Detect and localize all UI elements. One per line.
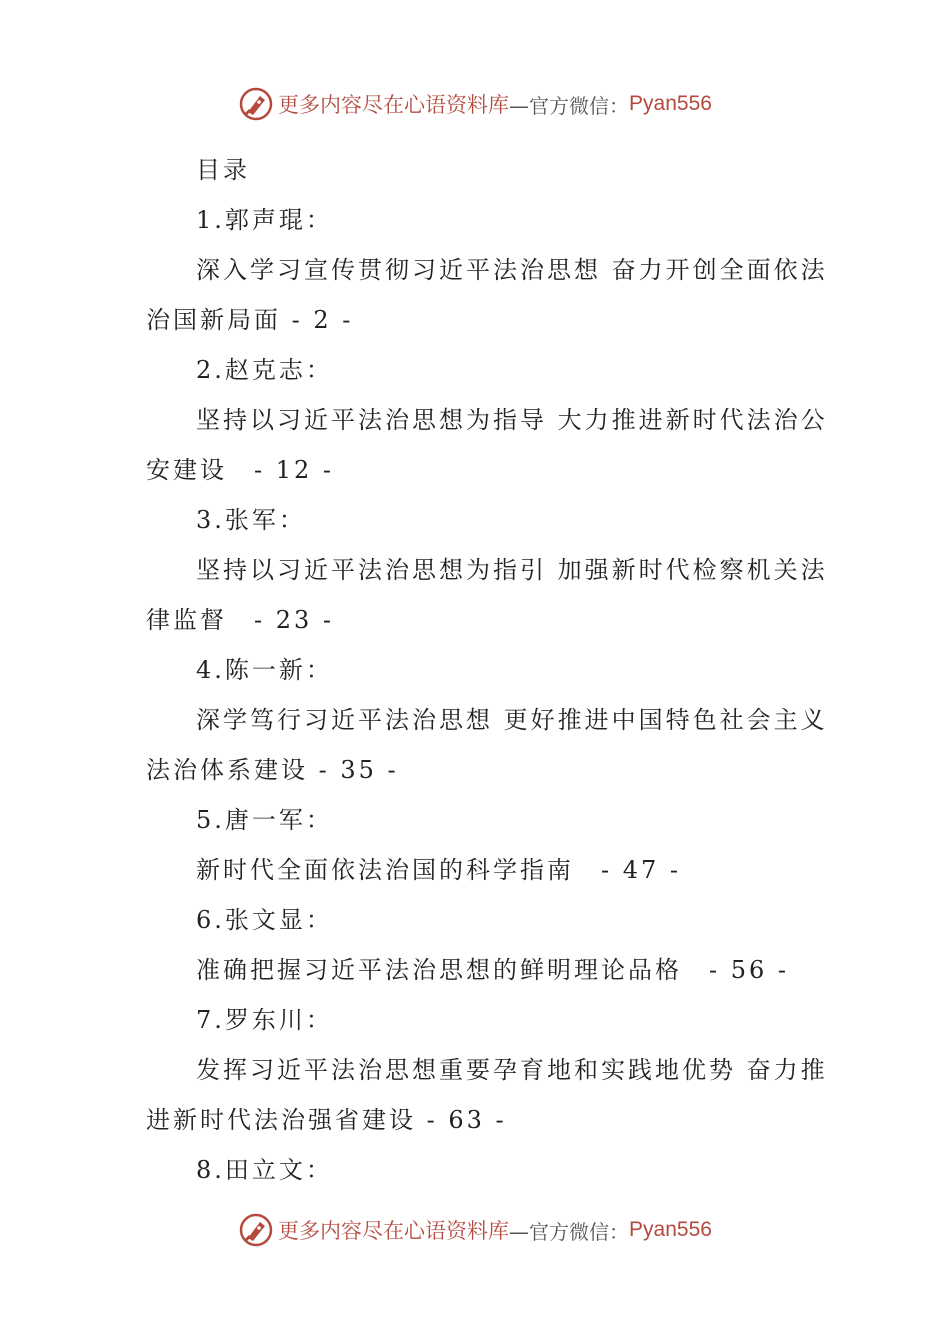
banner-wechat-id: Pyan556 — [629, 1218, 712, 1241]
toc-entry-title-cont: 进新时代法治强省建设 - 63 - — [146, 1106, 507, 1134]
banner-wechat-id: Pyan556 — [629, 92, 712, 115]
toc-entry-title: 坚持以习近平法治思想为指引 加强新时代检察机关法 — [196, 556, 828, 584]
toc-entry-title-cont: 律监督 - 23 - — [146, 606, 335, 634]
toc-entry-title-cont: 法治体系建设 - 35 - — [146, 756, 399, 784]
banner-text: 更多内容尽在心语资料库 — [278, 1219, 510, 1243]
toc-author: 7.罗东川： — [196, 1006, 333, 1034]
toc-title: 目录 — [196, 156, 250, 184]
toc-entry-title-cont: 治国新局面 - 2 - — [146, 306, 354, 334]
toc-author: 4.陈一新： — [196, 656, 333, 684]
banner-wechat-label: —官方微信： — [509, 1219, 630, 1244]
toc-author: 2.赵克志： — [196, 356, 333, 384]
toc-entry-title: 准确把握习近平法治思想的鲜明理论品格 - 56 - — [196, 956, 790, 984]
toc-entry-title: 坚持以习近平法治思想为指导 大力推进新时代法治公 — [196, 406, 828, 434]
banner-wechat-label: —官方微信： — [509, 93, 630, 118]
toc-author: 8.田立文： — [196, 1156, 333, 1184]
toc-entry-title: 发挥习近平法治思想重要孕育地和实践地优势 奋力推 — [196, 1056, 828, 1084]
toc-author: 3.张军： — [196, 506, 306, 534]
banner-text: 更多内容尽在心语资料库 — [278, 93, 510, 117]
toc-entry-title: 深学笃行习近平法治思想 更好推进中国特色社会主义 — [196, 706, 828, 734]
toc-author: 1.郭声琨： — [196, 206, 333, 234]
toc-entry-title-cont: 安建设 - 12 - — [146, 456, 335, 484]
pen-nib-icon — [238, 86, 274, 122]
toc-author: 6.张文显： — [196, 906, 333, 934]
toc-entry-title: 新时代全面依法治国的科学指南 - 47 - — [196, 856, 682, 884]
toc-author: 5.唐一军： — [196, 806, 333, 834]
pen-nib-icon — [238, 1212, 274, 1248]
footer-banner — [0, 1210, 950, 1250]
header-banner — [0, 84, 950, 124]
toc-entry-title: 深入学习宣传贯彻习近平法治思想 奋力开创全面依法 — [196, 256, 828, 284]
